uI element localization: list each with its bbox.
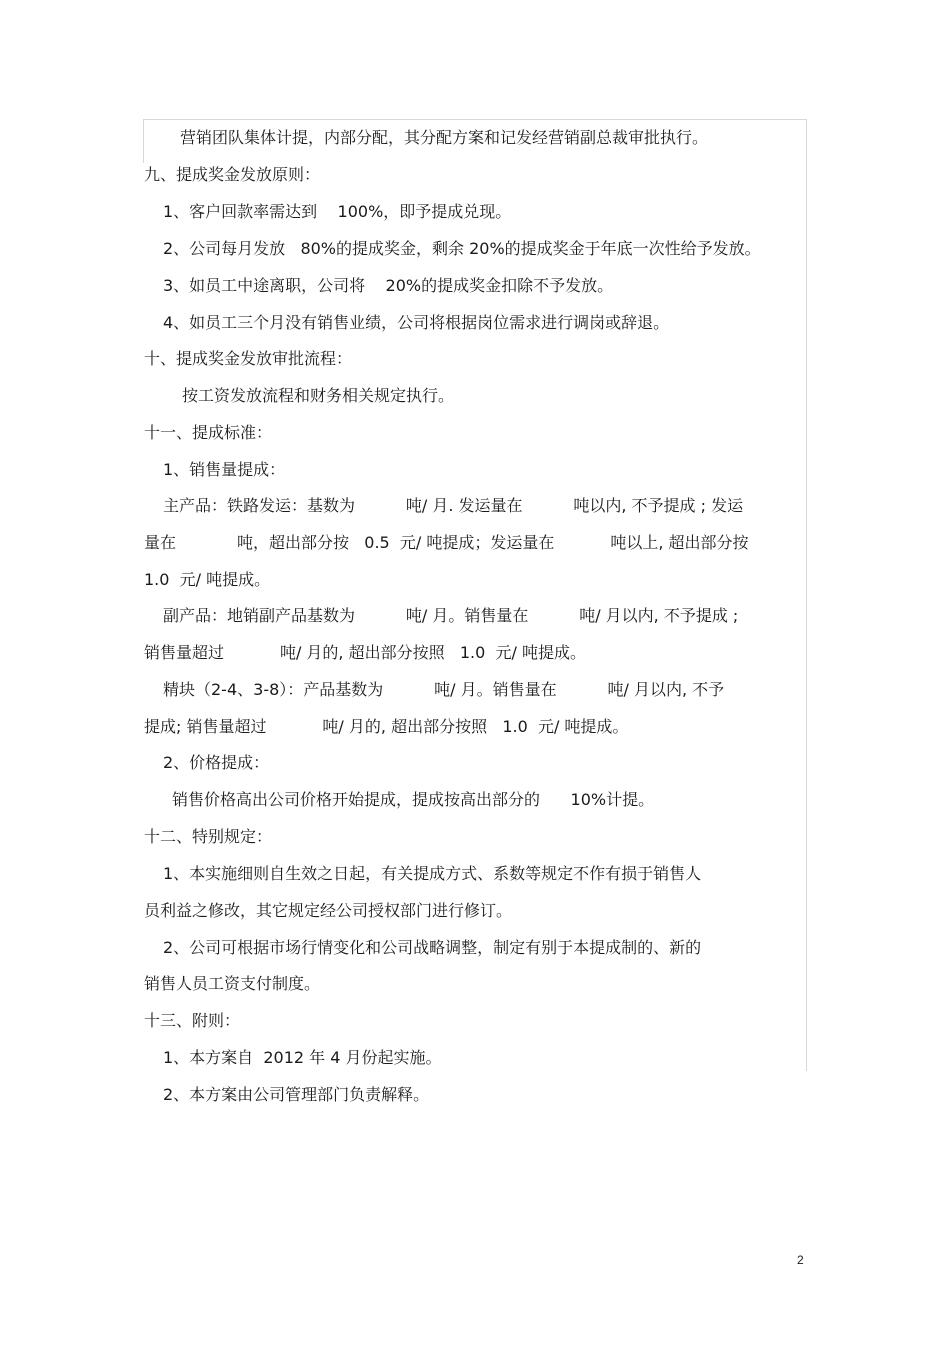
frame-left-border xyxy=(143,119,144,163)
frame-top-border xyxy=(143,119,807,120)
text-line: 按工资发放流程和财务相关规定执行。 xyxy=(182,386,455,405)
list-item: 2、公司每月发放 80%的提成奖金，剩余 20%的提成奖金于年底一次性给予发放。 xyxy=(163,239,761,258)
text-line: 员利益之修改，其它规定经公司授权部门进行修订。 xyxy=(144,901,513,920)
list-item: 1、本实施细则自生效之日起，有关提成方式、系数等规定不作有损于销售人 xyxy=(163,864,702,883)
text-line: 销售量超过 吨/ 月的, 超出部分按照 1.0 元/ 吨提成。 xyxy=(144,643,586,662)
list-item: 2、本方案由公司管理部门负责解释。 xyxy=(163,1085,430,1104)
section-heading-9: 九、提成奖金发放原则： xyxy=(144,165,321,184)
list-item: 3、如员工中途离职，公司将 20%的提成奖金扣除不予发放。 xyxy=(163,276,614,295)
text-line: 销售人员工资支付制度。 xyxy=(144,974,321,993)
text-line: 量在 吨，超出部分按 0.5 元/ 吨提成；发运量在 吨以上, 超出部分按 xyxy=(144,533,749,552)
list-item: 4、如员工三个月没有销售业绩，公司将根据岗位需求进行调岗或辞退。 xyxy=(163,313,670,332)
list-item: 2、公司可根据市场行情变化和公司战略调整，制定有别于本提成制的、新的 xyxy=(163,938,702,957)
text-line: 1.0 元/ 吨提成。 xyxy=(144,570,271,589)
text-line: 主产品：铁路发运：基数为 吨/ 月. 发运量在 吨以内, 不予提成 ; 发运 xyxy=(163,496,744,515)
list-item: 2、价格提成： xyxy=(163,753,270,772)
section-heading-12: 十二、特别规定： xyxy=(144,827,273,846)
list-item: 1、销售量提成： xyxy=(163,460,286,479)
text-line: 销售价格高出公司价格开始提成，提成按高出部分的 10%计提。 xyxy=(172,790,655,809)
section-heading-11: 十一、提成标准： xyxy=(144,423,273,442)
page-number: 2 xyxy=(797,1253,804,1267)
list-item: 1、客户回款率需达到 100%，即予提成兑现。 xyxy=(163,202,512,221)
list-item: 1、本方案自 2012 年 4 月份起实施。 xyxy=(163,1048,442,1067)
text-line: 提成; 销售量超过 吨/ 月的, 超出部分按照 1.0 元/ 吨提成。 xyxy=(144,717,629,736)
text-line: 副产品：地销副产品基数为 吨/ 月。销售量在 吨/ 月以内, 不予提成 ; xyxy=(163,606,739,625)
text-line: 营销团队集体计提，内部分配，其分配方案和记发经营销副总裁审批执行。 xyxy=(180,128,709,147)
frame-right-border xyxy=(806,119,807,1071)
text-line: 精块（2-4、3-8）：产品基数为 吨/ 月。销售量在 吨/ 月以内, 不予 xyxy=(163,680,725,699)
section-heading-13: 十三、附则： xyxy=(144,1011,241,1030)
section-heading-10: 十、提成奖金发放审批流程： xyxy=(144,349,353,368)
